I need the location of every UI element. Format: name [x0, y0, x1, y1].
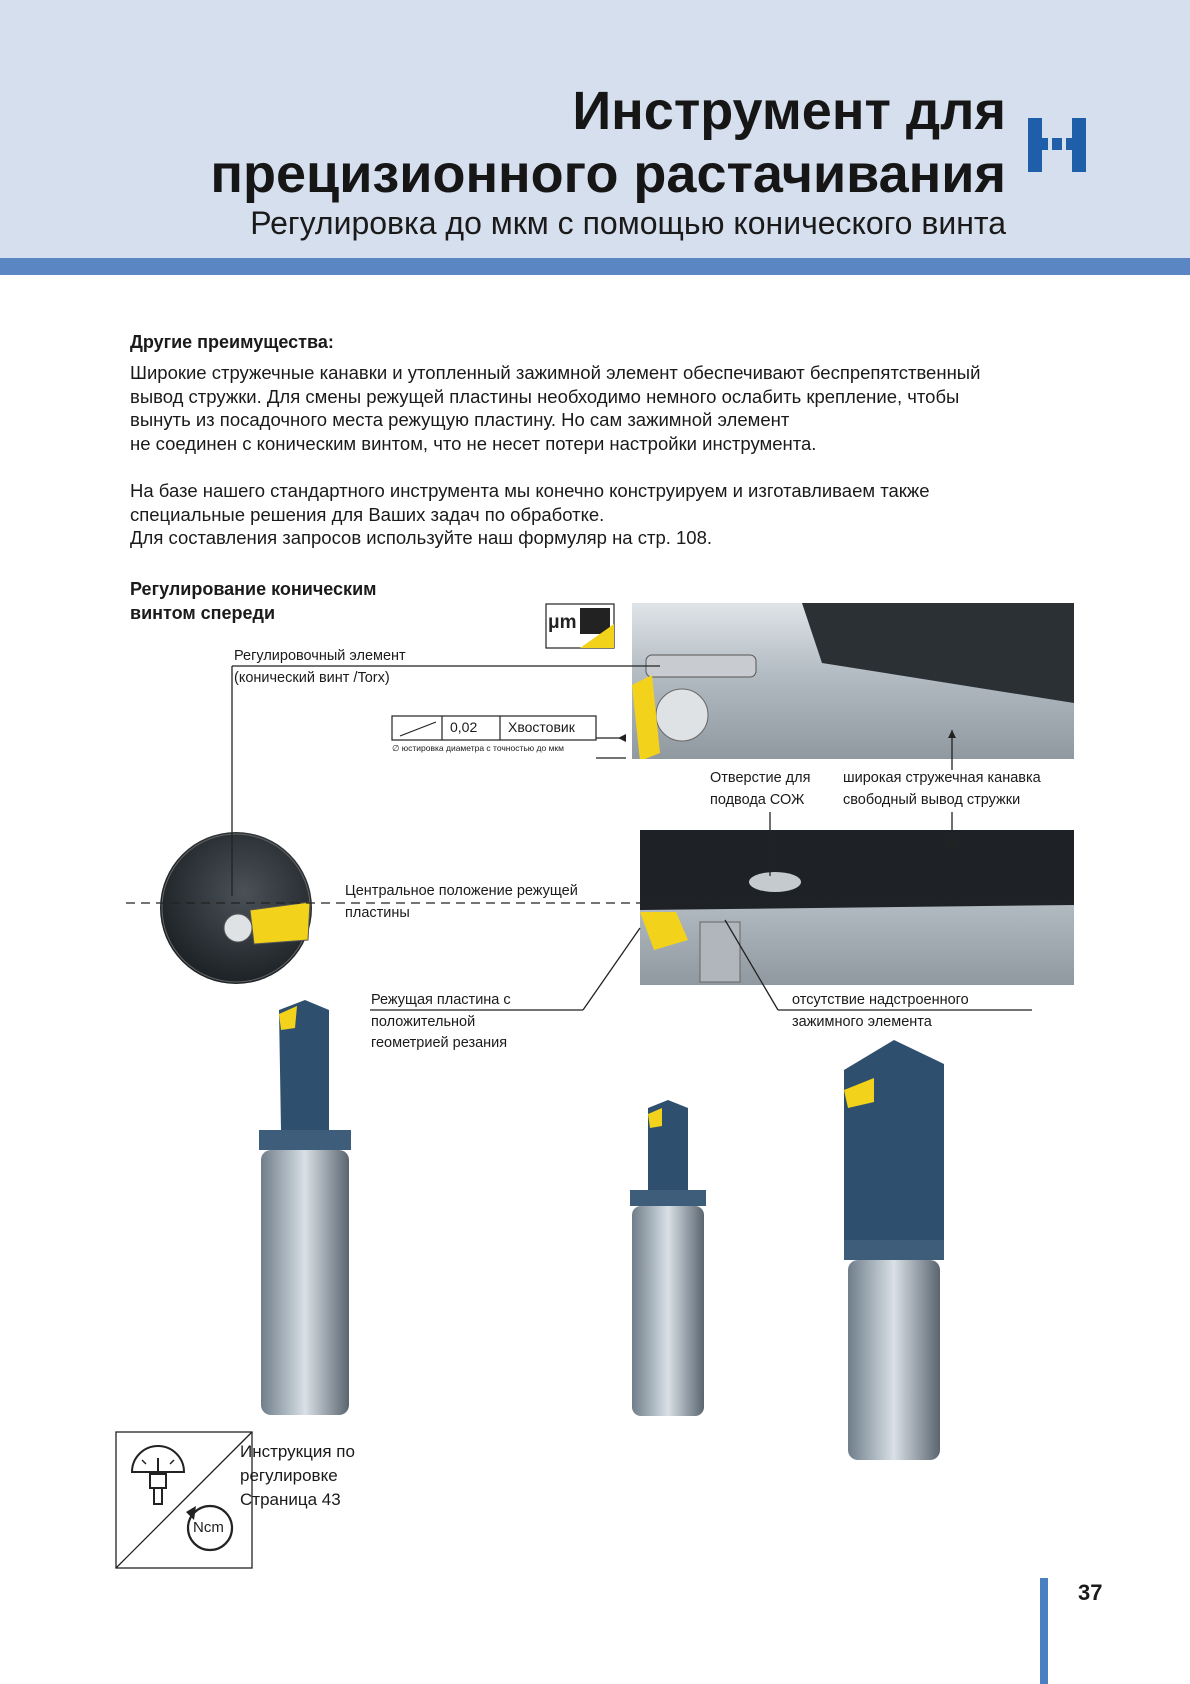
callout-line: (конический винт /Torx)	[234, 669, 390, 686]
adjust-instruction-text	[240, 1440, 355, 1512]
callout-chip-groove	[843, 768, 1041, 811]
text-line: вынуть из посадочного места режущую пластину. Но сам зажимной элемент	[130, 409, 790, 430]
text-line: специальные решения для Ваших задач по обработке.	[130, 503, 605, 525]
instruction-line: регулировке	[240, 1466, 338, 1485]
callout-line: Отверстие для	[710, 770, 811, 786]
text-line: вывод стружки. Для смены режущей пластины необходимо немного ослабить крепление, чтобы	[130, 385, 960, 407]
callout-line: Режущая пластина с	[371, 992, 511, 1008]
adjust-heading-line-2: винтом спереди	[130, 603, 276, 623]
tolerance-note: ∅ юстировка диаметра с точностью до мкм	[392, 743, 564, 753]
callout-coolant-hole	[710, 768, 810, 811]
page-number-bar	[1040, 1578, 1048, 1684]
callout-line: геометрией резания	[371, 1035, 508, 1051]
callout-line: Регулировочный элемент	[234, 648, 406, 664]
adjust-instruction-icon	[116, 1432, 252, 1568]
callout-line: пластины	[345, 904, 410, 921]
callout-line: зажимного элемента	[792, 1013, 932, 1030]
advantages-heading: Другие преимущества:	[130, 332, 334, 352]
callout-line: подвода СОЖ	[710, 791, 805, 808]
ncm-label: Ncm	[193, 1519, 224, 1536]
page-number: 37	[1078, 1580, 1103, 1605]
instruction-page-link[interactable]: Страница 43	[240, 1490, 341, 1509]
um-label: μm	[548, 612, 577, 633]
callout-center-position	[345, 881, 578, 924]
tolerance-value: 0,02	[450, 719, 478, 735]
callout-clamp	[792, 990, 969, 1033]
callout-adjust-element	[234, 646, 406, 689]
text-line: Широкие стружечные канавки и утопленный зажимной элемент обеспечивают беспрепятственный	[130, 362, 981, 383]
tolerance-reference: Хвостовик	[508, 719, 575, 735]
callout-line: отсутствие надстроенного	[792, 992, 969, 1008]
callout-line: широкая стружечная канавка	[843, 770, 1041, 786]
text-line: Для составления запросов используйте наш формуляр на стр. 108.	[130, 527, 713, 548]
title-line-2: прецизионного растачивания	[210, 144, 1006, 204]
page-subtitle: Регулировка до мкм с помощью конического винта	[250, 205, 1006, 241]
callout-line: Центральное положение режущей	[345, 883, 578, 899]
adjust-heading-line-1: Регулирование коническим	[130, 579, 377, 599]
text-line: На базе нашего стандартного инструмента мы конечно конструируем и изготавливаем также	[130, 480, 930, 501]
instruction-line: Инструкция по	[240, 1442, 355, 1461]
callout-line: свободный вывод стружки	[843, 791, 1021, 808]
callout-insert	[371, 990, 511, 1055]
text-line: не соединен с коническим винтом, что не несет потери настройки инструмента.	[130, 432, 817, 454]
title-line-1: Инструмент для	[572, 81, 1006, 141]
callout-line: положительной	[371, 1013, 476, 1030]
